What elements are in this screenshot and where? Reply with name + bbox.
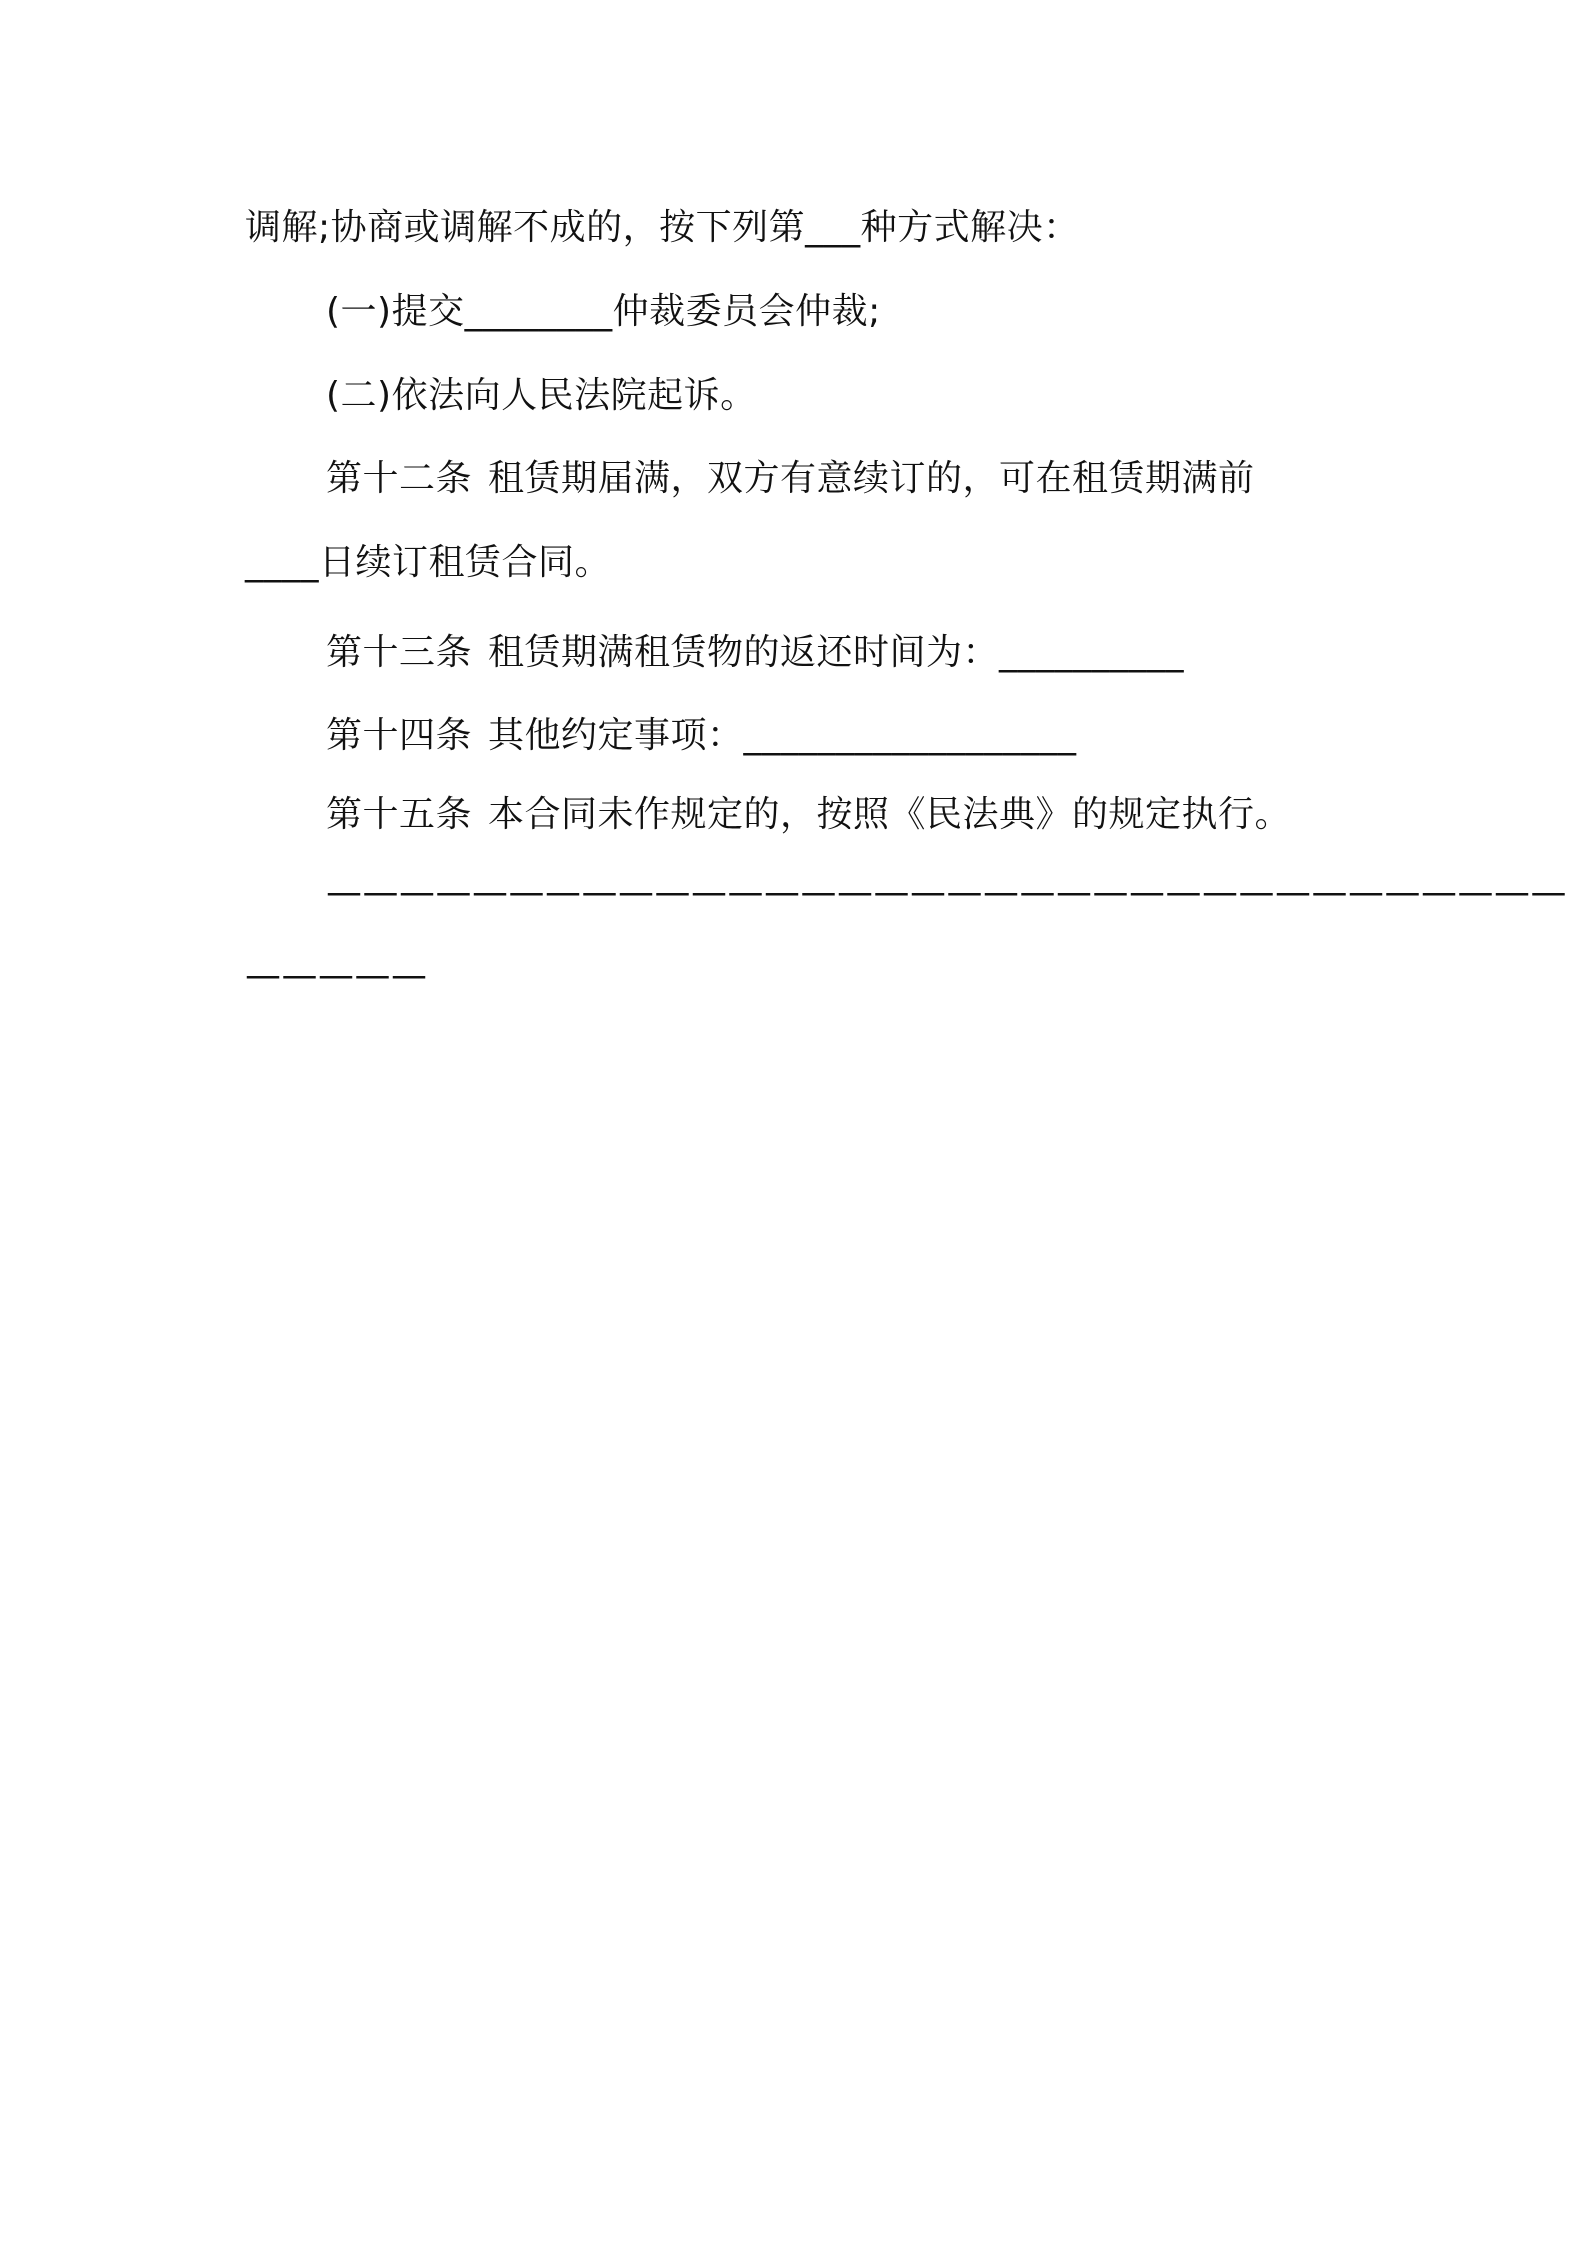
article-twelve xyxy=(326,453,1255,505)
article-fifteen-number: 第十五条 xyxy=(326,794,473,835)
article-twelve-number: 第十二条 xyxy=(326,458,473,499)
paragraph-dispute-resolution: 调解;协商或调解不成的，按下列第___种方式解决： xyxy=(245,207,1080,248)
option-litigation: (二)依法向人民法院起诉。 xyxy=(326,375,757,416)
article-fifteen-text: 本合同未作规定的，按照《民法典》的规定执行。 xyxy=(488,794,1292,835)
article-twelve-text: 租赁期届满，双方有意续订的，可在租赁期满前 xyxy=(488,458,1255,499)
signature-rule-continuation: ————— xyxy=(245,955,428,996)
article-twelve-continuation: ____日续订租赁合同。 xyxy=(245,542,612,583)
article-fourteen-number: 第十四条 xyxy=(326,715,473,756)
article-fourteen xyxy=(326,710,1077,762)
article-fifteen xyxy=(326,789,1291,841)
article-thirteen-text: 租赁期满租赁物的返还时间为：__________ xyxy=(488,632,1185,673)
option-arbitration: (一)提交________仲裁委员会仲裁; xyxy=(326,291,881,332)
article-fourteen-text: 其他约定事项：__________________ xyxy=(488,715,1077,756)
article-thirteen xyxy=(326,627,1184,679)
article-thirteen-number: 第十三条 xyxy=(326,632,473,673)
signature-rule-line: —————————————————————————————————— xyxy=(326,872,1567,913)
